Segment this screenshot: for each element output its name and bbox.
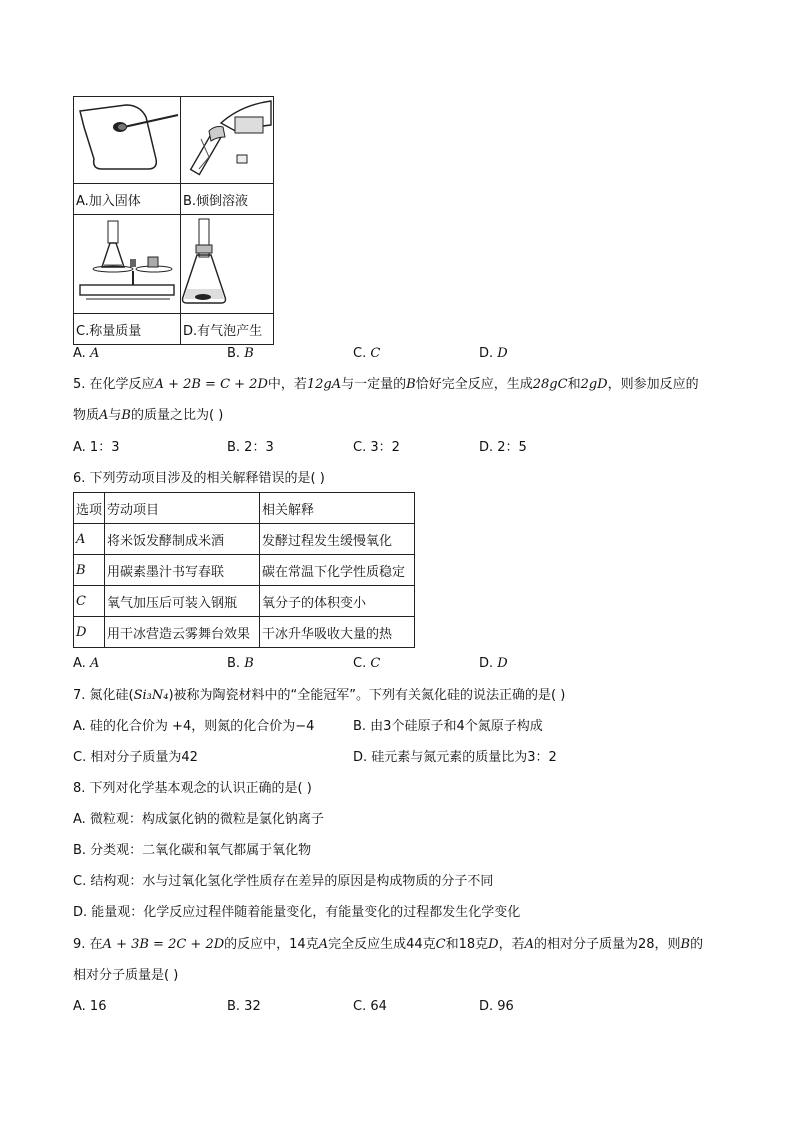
q4-option-a-prefix: A. — [73, 346, 90, 361]
q4-option-a[interactable] — [73, 346, 99, 362]
table-row — [74, 617, 415, 648]
q8-option-d[interactable]: D. 能量观：化学反应过程伴随着能量变化，有能量变化的过程都发生化学变化 — [73, 905, 521, 920]
table-row — [74, 524, 415, 555]
q6-option-c-var: C — [370, 656, 381, 671]
q7-option-d[interactable]: D. 硅元素与氮元素的质量比为3：2 — [353, 750, 557, 765]
flask-with-spoon-illustration — [74, 97, 180, 179]
q5-option-a[interactable]: A. 1：3 — [73, 440, 120, 455]
row-explanation: 氧分子的体积变小 — [260, 586, 415, 617]
balance-scale-illustration — [74, 215, 180, 309]
row-option: C — [74, 586, 105, 617]
q4-option-b-prefix: B. — [227, 346, 245, 361]
q5-option-d[interactable]: D. 2：5 — [479, 440, 527, 455]
q6-option-a[interactable] — [73, 656, 99, 672]
q6-option-d-var: D — [497, 656, 508, 671]
row-explanation: 碳在常温下化学性质稳定 — [260, 555, 415, 586]
q5-stem-line2: 物质A与B的质量之比为( ) — [73, 408, 224, 423]
q9-option-c[interactable]: C. 64 — [353, 999, 387, 1014]
q7-stem: 7. 氮化硅(Si₃N₄)被称为陶瓷材料中的“全能冠军”。下列有关氮化硅的说法正确的是( ) — [73, 688, 566, 703]
q8-option-a[interactable]: A. 微粒观：构成氯化钠的微粒是氯化钠离子 — [73, 812, 324, 827]
row-option: D — [74, 617, 105, 648]
header-option: 选项 — [74, 493, 105, 524]
experiment-figure-table — [73, 96, 274, 345]
figure-caption-a: A.加入固体 — [74, 184, 181, 215]
q8-stem: 8. 下列对化学基本观念的认识正确的是( ) — [73, 781, 312, 796]
q4-option-c-var: C — [370, 346, 381, 361]
q7-option-c[interactable]: C. 相对分子质量为42 — [73, 750, 198, 765]
q7-option-a[interactable]: A. 硅的化合价为 +4，则氮的化合价为−4 — [73, 719, 315, 734]
q4-option-d-var: D — [497, 346, 508, 361]
bubbling-flask-illustration — [181, 215, 273, 309]
q6-stem: 6. 下列劳动项目涉及的相关解释错误的是( ) — [73, 471, 325, 486]
q9-option-d[interactable]: D. 96 — [479, 999, 514, 1014]
row-option: B — [74, 555, 105, 586]
header-explanation: 相关解释 — [260, 493, 415, 524]
q6-option-c[interactable] — [353, 656, 380, 672]
figure-caption-c: C.称量质量 — [74, 314, 181, 345]
q6-option-d-prefix: D. — [479, 656, 498, 671]
q5-option-b[interactable]: B. 2：3 — [227, 440, 274, 455]
q7-option-b[interactable]: B. 由3个硅原子和4个氮原子构成 — [353, 719, 543, 734]
row-labor-item: 用碳素墨汁书写春联 — [105, 555, 260, 586]
table-row — [74, 586, 415, 617]
row-labor-item: 将米饭发酵制成米酒 — [105, 524, 260, 555]
q6-option-b-prefix: B. — [227, 656, 245, 671]
table-header-row — [74, 493, 415, 524]
header-labor-item: 劳动项目 — [105, 493, 260, 524]
q4-option-a-var: A — [89, 346, 100, 361]
q4-option-d[interactable] — [479, 346, 508, 362]
row-explanation: 干冰升华吸收大量的热 — [260, 617, 415, 648]
q6-option-c-prefix: C. — [353, 656, 371, 671]
figure-cell-d — [181, 215, 274, 314]
q9-option-b[interactable]: B. 32 — [227, 999, 261, 1014]
q4-option-d-prefix: D. — [479, 346, 498, 361]
q6-option-a-prefix: A. — [73, 656, 90, 671]
q4-option-b[interactable] — [227, 346, 254, 362]
q9-option-a[interactable]: A. 16 — [73, 999, 107, 1014]
figure-caption-b: B.倾倒溶液 — [181, 184, 274, 215]
q8-option-c[interactable]: C. 结构观：水与过氧化氢化学性质存在差异的原因是构成物质的分子不同 — [73, 874, 494, 889]
figure-cell-a — [74, 97, 181, 184]
row-labor-item: 氧气加压后可装入钢瓶 — [105, 586, 260, 617]
figure-cell-b — [181, 97, 274, 184]
q6-option-b[interactable] — [227, 656, 254, 672]
q6-table — [73, 492, 415, 648]
q5-option-c[interactable]: C. 3：2 — [353, 440, 400, 455]
row-explanation: 发酵过程发生缓慢氧化 — [260, 524, 415, 555]
q6-option-d[interactable] — [479, 656, 508, 672]
q8-option-b[interactable]: B. 分类观：二氧化碳和氧气都属于氧化物 — [73, 843, 312, 858]
row-labor-item: 用干冰营造云雾舞台效果 — [105, 617, 260, 648]
q4-option-c[interactable] — [353, 346, 380, 362]
pouring-solution-illustration — [181, 97, 273, 179]
q9-stem-line2: 相对分子质量是( ) — [73, 968, 179, 983]
q6-option-a-var: A — [89, 656, 100, 671]
table-row — [74, 555, 415, 586]
q4-option-b-var: B — [244, 346, 254, 361]
figure-cell-c — [74, 215, 181, 314]
q5-stem-line1: 5. 在化学反应A + 2B = C + 2D中，若12gA与一定量的B恰好完全反应，生成28gC和2gD，则参加反应的 — [73, 377, 699, 392]
figure-caption-d: D.有气泡产生 — [181, 314, 274, 345]
q9-stem-line1: 9. 在A + 3B = 2C + 2D的反应中，14克A完全反应生成44克C和18克D，若A的相对分子质量为28，则B的 — [73, 937, 704, 952]
q4-option-c-prefix: C. — [353, 346, 371, 361]
q6-option-b-var: B — [244, 656, 254, 671]
row-option: A — [74, 524, 105, 555]
